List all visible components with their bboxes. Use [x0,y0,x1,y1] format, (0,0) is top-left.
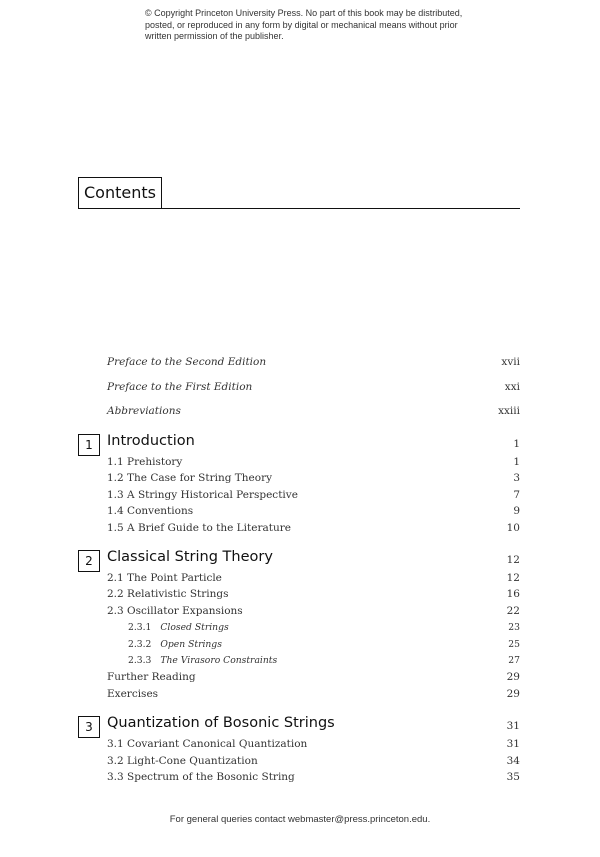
section-title: Exercises [107,688,159,700]
toc-section[interactable] [107,755,520,769]
subsection-page: 27 [508,655,520,666]
toc-section[interactable] [107,572,520,586]
toc-front-entry[interactable] [107,356,520,370]
toc-section[interactable] [107,505,520,519]
chapter-page: 1 [513,438,520,450]
footer-contact: For general queries contact webmaster@press.princeton.edu. [169,814,431,825]
toc-chapter[interactable] [78,550,520,572]
toc-entry-page: xxi [504,381,520,393]
contents-heading: Contents [78,177,162,208]
section-page: 10 [506,522,520,534]
toc-section[interactable] [107,771,520,785]
toc-front-entry[interactable] [107,405,520,419]
toc-front-entry[interactable] [107,381,520,395]
subsection-page: 23 [508,622,520,633]
subsection-number: 2.3.3 [128,655,152,666]
toc-chapter[interactable] [78,716,520,738]
section-title: 3.1 Covariant Canonical Quantization [107,738,308,750]
section-title: 3.2 Light-Cone Quantization [107,755,258,767]
section-page: 34 [506,755,520,767]
chapter-title: Classical String Theory [107,549,273,565]
section-page: 29 [506,671,520,683]
section-title: 2.1 The Point Particle [107,572,222,584]
subsection-title: The Virasoro Constraints [160,655,278,666]
section-title: 1.3 A Stringy Historical Perspective [107,489,298,501]
toc-section[interactable] [107,671,520,685]
toc-entry-title: Preface to the Second Edition [107,356,267,368]
section-page: 1 [513,456,520,468]
toc-section[interactable] [107,588,520,602]
toc-section[interactable] [107,456,520,470]
section-title: Further Reading [107,671,196,683]
subsection-title: Open Strings [160,639,222,650]
subsection-page: 25 [508,639,520,650]
toc-subsection[interactable] [128,639,520,653]
toc-entry-title: Abbreviations [107,405,181,417]
section-page: 29 [506,688,520,700]
subsection-number: 2.3.2 [128,639,152,650]
chapter-title: Introduction [107,433,195,449]
subsection-title: Closed Strings [160,622,229,633]
toc-entry-page: xvii [501,356,520,368]
section-title: 3.3 Spectrum of the Bosonic String [107,771,295,783]
toc-section[interactable] [107,738,520,752]
toc-section[interactable] [107,522,520,536]
section-page: 22 [506,605,520,617]
toc-section[interactable] [107,605,520,619]
toc-entry-title: Preface to the First Edition [107,381,253,393]
toc-subsection[interactable] [128,622,520,636]
chapter-number-box: 3 [78,716,100,738]
section-title: 1.4 Conventions [107,505,194,517]
chapter-number-box: 1 [78,434,100,456]
section-page: 31 [506,738,520,750]
toc-section[interactable] [107,688,520,702]
copyright-notice: © Copyright Princeton University Press. No part of this book may be distributed, posted, or reproduced in any form by digital or mechanical means without prior written permission of the publisher. [145,8,463,41]
section-page: 35 [506,771,520,783]
toc-entry-page: xxiii [498,405,520,417]
chapter-page: 31 [506,720,520,732]
chapter-title: Quantization of Bosonic Strings [107,715,335,731]
section-page: 3 [513,472,520,484]
section-page: 16 [506,588,520,600]
toc-section[interactable] [107,472,520,486]
section-page: 12 [506,572,520,584]
section-page: 9 [513,505,520,517]
section-title: 1.1 Prehistory [107,456,183,468]
section-title: 2.3 Oscillator Expansions [107,605,243,617]
section-page: 7 [513,489,520,501]
chapter-number-box: 2 [78,550,100,572]
subsection-number: 2.3.1 [128,622,152,633]
contents-heading-rule [78,177,520,209]
chapter-page: 12 [506,554,520,566]
toc-chapter[interactable] [78,434,520,456]
section-title: 2.2 Relativistic Strings [107,588,229,600]
toc-section[interactable] [107,489,520,503]
toc-subsection[interactable] [128,655,520,669]
section-title: 1.5 A Brief Guide to the Literature [107,522,291,534]
section-title: 1.2 The Case for String Theory [107,472,273,484]
